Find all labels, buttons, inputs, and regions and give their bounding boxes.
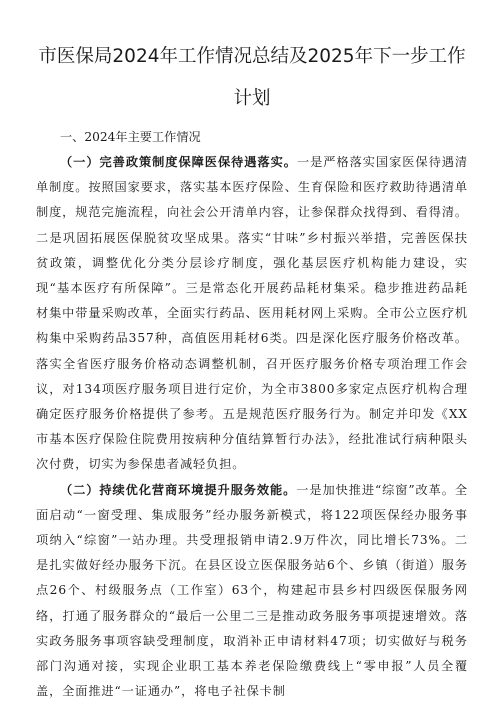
paragraph-body-text: 一是严格落实国家医保待遇清单制度。按照国家要求，落实基本医疗保险、生育保险和医疗救助待遇清单制度，规范完施流程，向社会公开清单内容，让参保群众找得到、看得清。二是巩固拓展医保脱贫攻坚成果。落实“甘味”乡村振兴举措，完善医保扶贫政策，调整优化分类分层诊疗制度，强化基层医疗机构能力建设，实现“基本医疗有所保障”。三是常态化开展药品耗材集采。稳步推进药品耗材集中带量采购改革，全面实行药品、医用耗材网上采购。全市公立医疗机构集中采购药品357种，高值医用耗材6类。四是深化医疗服务价格改革。落实全省医疗服务价格动态调整机制，召开医疗服务价格专项治理工作会议，对134项医疗服务项目进行定价，为全市3800多家定点医疗机构合理确定医疗服务价格提供了参考。五是规范医疗服务行为。制定并印发《XX市基本医疗保险住院费用按病种分值结算暂行办法》，经批准试行病种限头次付费，切实为参保患者减轻负担。 [36, 155, 469, 472]
paragraph-lead-heading: （二）持续优化营商环境提升服务效能。 [60, 482, 297, 497]
document-title-line-2: 计划 [233, 88, 271, 109]
paragraph-business-environment [36, 478, 468, 705]
document-title [36, 36, 468, 120]
paragraph-policy-guarantee [36, 150, 468, 478]
document-title-line-1: 市医保局2024年工作情况总结及2025年下一步工作 [38, 46, 466, 67]
section-heading-main-work: 一、2024年主要工作情况 [60, 130, 201, 144]
paragraph-lead-heading: （一）完善政策制度保障医保待遇落实。 [60, 155, 297, 169]
paragraph-body-text: 一是加快推进“综窗”改革。全面启动“一窗受理、集成服务”经办服务新模式，将122项医保经办服务事项纳入“综窗”一站办理。共受理报销申请2.9万件次，同比增长73%。二是扎实做好经办服务下沉。在县区设立医保服务站6个、乡镇（街道）服务点26个、村级服务点（工作室）63个，构建起市县乡村四级医保服务网络，打通了服务群众的“最后一公里二三是推动政务服务事项提速增效。落实政务服务事项容缺受理制度，取消补正申请材料47项；切实做好与税务部门沟通对接，实现企业职工基本养老保险缴费线上“零申报”人员全覆盖，全面推进“一证通办”，将电子社保卡制 [36, 482, 468, 699]
